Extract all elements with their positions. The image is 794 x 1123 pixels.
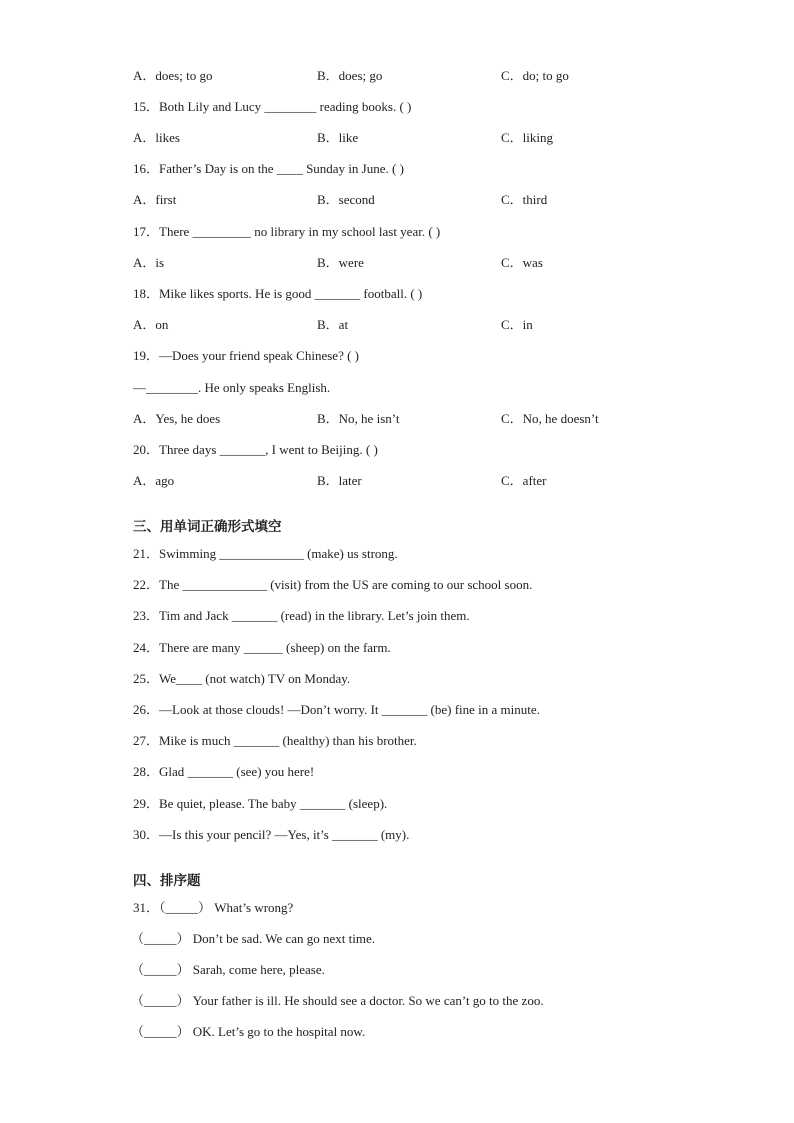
q24-text: 24．There are many ______ (sheep) on the farm. [133, 640, 391, 655]
q19-response: —________. He only speaks English. [133, 380, 331, 395]
q17-option-a: A．is [133, 255, 165, 270]
q17-option-c: C．was [501, 255, 543, 270]
q17-option-b: B．were [317, 255, 364, 270]
q19-option-a: A．Yes, he does [133, 411, 221, 426]
q22-text: 22．The _____________ (visit) from the US are coming to our school soon. [133, 577, 533, 592]
q20-option-c: C．after [501, 473, 547, 488]
q14-option-c: C．do; to go [501, 68, 569, 83]
q29-text: 29．Be quiet, please. The baby _______ (sleep). [133, 796, 388, 811]
section4-title: 四、排序题 [133, 873, 201, 889]
q20-option-a: A．ago [133, 473, 175, 488]
q16-option-c: C．third [501, 192, 548, 207]
q18-text: 18．Mike likes sports. He is good _______ football. ( ) [133, 286, 423, 301]
q30-text: 30．—Is this your pencil? —Yes, it’s _______ (my). [133, 827, 410, 842]
q31-line-1: 31．（_____） What’s wrong? [133, 900, 294, 915]
q18-option-b: B．at [317, 317, 349, 332]
q15-text: 15．Both Lily and Lucy ________ reading books. ( ) [133, 99, 412, 114]
q31-line-3: （_____） Sarah, come here, please. [131, 962, 325, 977]
q21-text: 21．Swimming _____________ (make) us strong. [133, 546, 398, 561]
q14-option-b: B．does; go [317, 68, 383, 83]
q15-option-c: C．liking [501, 130, 554, 145]
q31-line-4: （_____） Your father is ill. He should see a doctor. So we can’t go to the zoo. [131, 993, 544, 1008]
q31-line-5: （_____） OK. Let’s go to the hospital now. [131, 1024, 366, 1039]
q27-text: 27．Mike is much _______ (healthy) than his brother. [133, 733, 417, 748]
q20-option-b: B．later [317, 473, 362, 488]
q18-option-a: A．on [133, 317, 169, 332]
q31-line-2: （_____） Don’t be sad. We can go next time. [131, 931, 375, 946]
q19-text: 19．—Does your friend speak Chinese? ( ) [133, 348, 359, 363]
q23-text: 23．Tim and Jack _______ (read) in the library. Let’s join them. [133, 608, 470, 623]
q28-text: 28．Glad _______ (see) you here! [133, 764, 315, 779]
q16-text: 16．Father’s Day is on the ____ Sunday in June. ( ) [133, 161, 404, 176]
q16-option-a: A．first [133, 192, 177, 207]
q15-option-a: A．likes [133, 130, 180, 145]
q16-option-b: B．second [317, 192, 375, 207]
q25-text: 25．We____ (not watch) TV on Monday. [133, 671, 351, 686]
section3-title: 三、用单词正确形式填空 [133, 519, 282, 535]
q19-option-c: C．No, he doesn’t [501, 411, 599, 426]
q26-text: 26．—Look at those clouds! —Don’t worry. It _______ (be) fine in a minute. [133, 702, 540, 717]
q19-option-b: B．No, he isn’t [317, 411, 400, 426]
q17-text: 17．There _________ no library in my school last year. ( ) [133, 224, 441, 239]
q15-option-b: B．like [317, 130, 359, 145]
q18-option-c: C．in [501, 317, 533, 332]
q20-text: 20．Three days _______, I went to Beijing. ( ) [133, 442, 378, 457]
q14-option-a: A．does; to go [133, 68, 213, 83]
